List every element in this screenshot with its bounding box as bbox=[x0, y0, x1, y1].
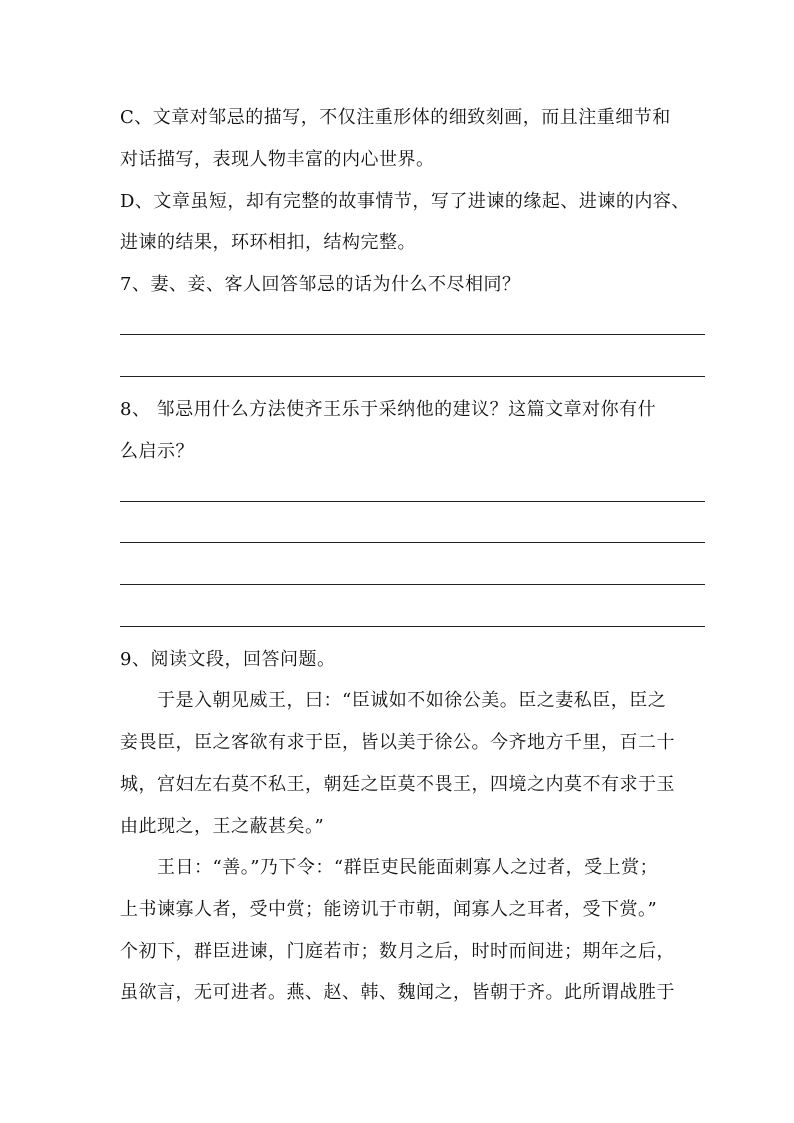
passage-p1-line-2: 妾畏臣，臣之客欲有求于臣，皆以美于徐公。今齐地方千里，百二十 bbox=[120, 732, 675, 753]
question-9-title: 9、阅读文段，回答问题。 bbox=[120, 649, 336, 670]
passage-p1-line-1: 于是入朝见威王，曰：“臣诚如不如徐公美。臣之妻私臣，臣之 bbox=[157, 690, 667, 711]
option-c-line-2: 对话描写，表现人物丰富的内心世界。 bbox=[120, 149, 435, 170]
passage-p2-line-2: 上书谏寡人者，受中赏；能谤讥于市朝，闻寡人之耳者，受下赏。” bbox=[120, 899, 658, 920]
option-d-line-2: 进谏的结果，环环相扣，结构完整。 bbox=[120, 232, 416, 253]
answer-line-q7-2 bbox=[120, 376, 705, 377]
answer-line-q8-1 bbox=[120, 501, 705, 502]
question-7: 7、妻、妾、客人回答邹忌的话为什么不尽相同？ bbox=[120, 274, 521, 295]
question-8-line-1: 8、 邹忌用什么方法使齐王乐于采纳他的建议？这篇文章对你有什 bbox=[120, 399, 657, 420]
passage-p1-line-4: 由此现之，王之蔽甚矣。” bbox=[120, 816, 325, 837]
passage-p1-line-3: 城，宫妇左右莫不私王，朝廷之臣莫不畏王，四境之内莫不有求于玉 bbox=[120, 774, 675, 795]
option-c-line-1: C、文章对邹忌的描写，不仅注重形体的细致刻画，而且注重细节和 bbox=[120, 107, 671, 128]
answer-line-q8-3 bbox=[120, 584, 705, 585]
passage-p2-line-1: 王日：“善。”乃下令：“群臣吏民能面刺寡人之过者，受上赏； bbox=[157, 857, 659, 878]
question-8-line-2: 么启示？ bbox=[120, 441, 194, 462]
answer-line-q8-2 bbox=[120, 542, 705, 543]
answer-line-q8-4 bbox=[120, 626, 705, 627]
option-d-line-1: D、文章虽短，却有完整的故事情节，写了进谏的缘起、进谏的内容、 bbox=[120, 191, 690, 212]
answer-line-q7-1 bbox=[120, 334, 705, 335]
passage-p2-line-3: 个初下，群臣进谏，门庭若市；数月之后，时时而间进；期年之后， bbox=[120, 941, 675, 962]
passage-p2-line-4: 虽欲言，无可进者。燕、赵、韩、魏闻之，皆朝于齐。此所谓战胜于 bbox=[120, 982, 675, 1003]
